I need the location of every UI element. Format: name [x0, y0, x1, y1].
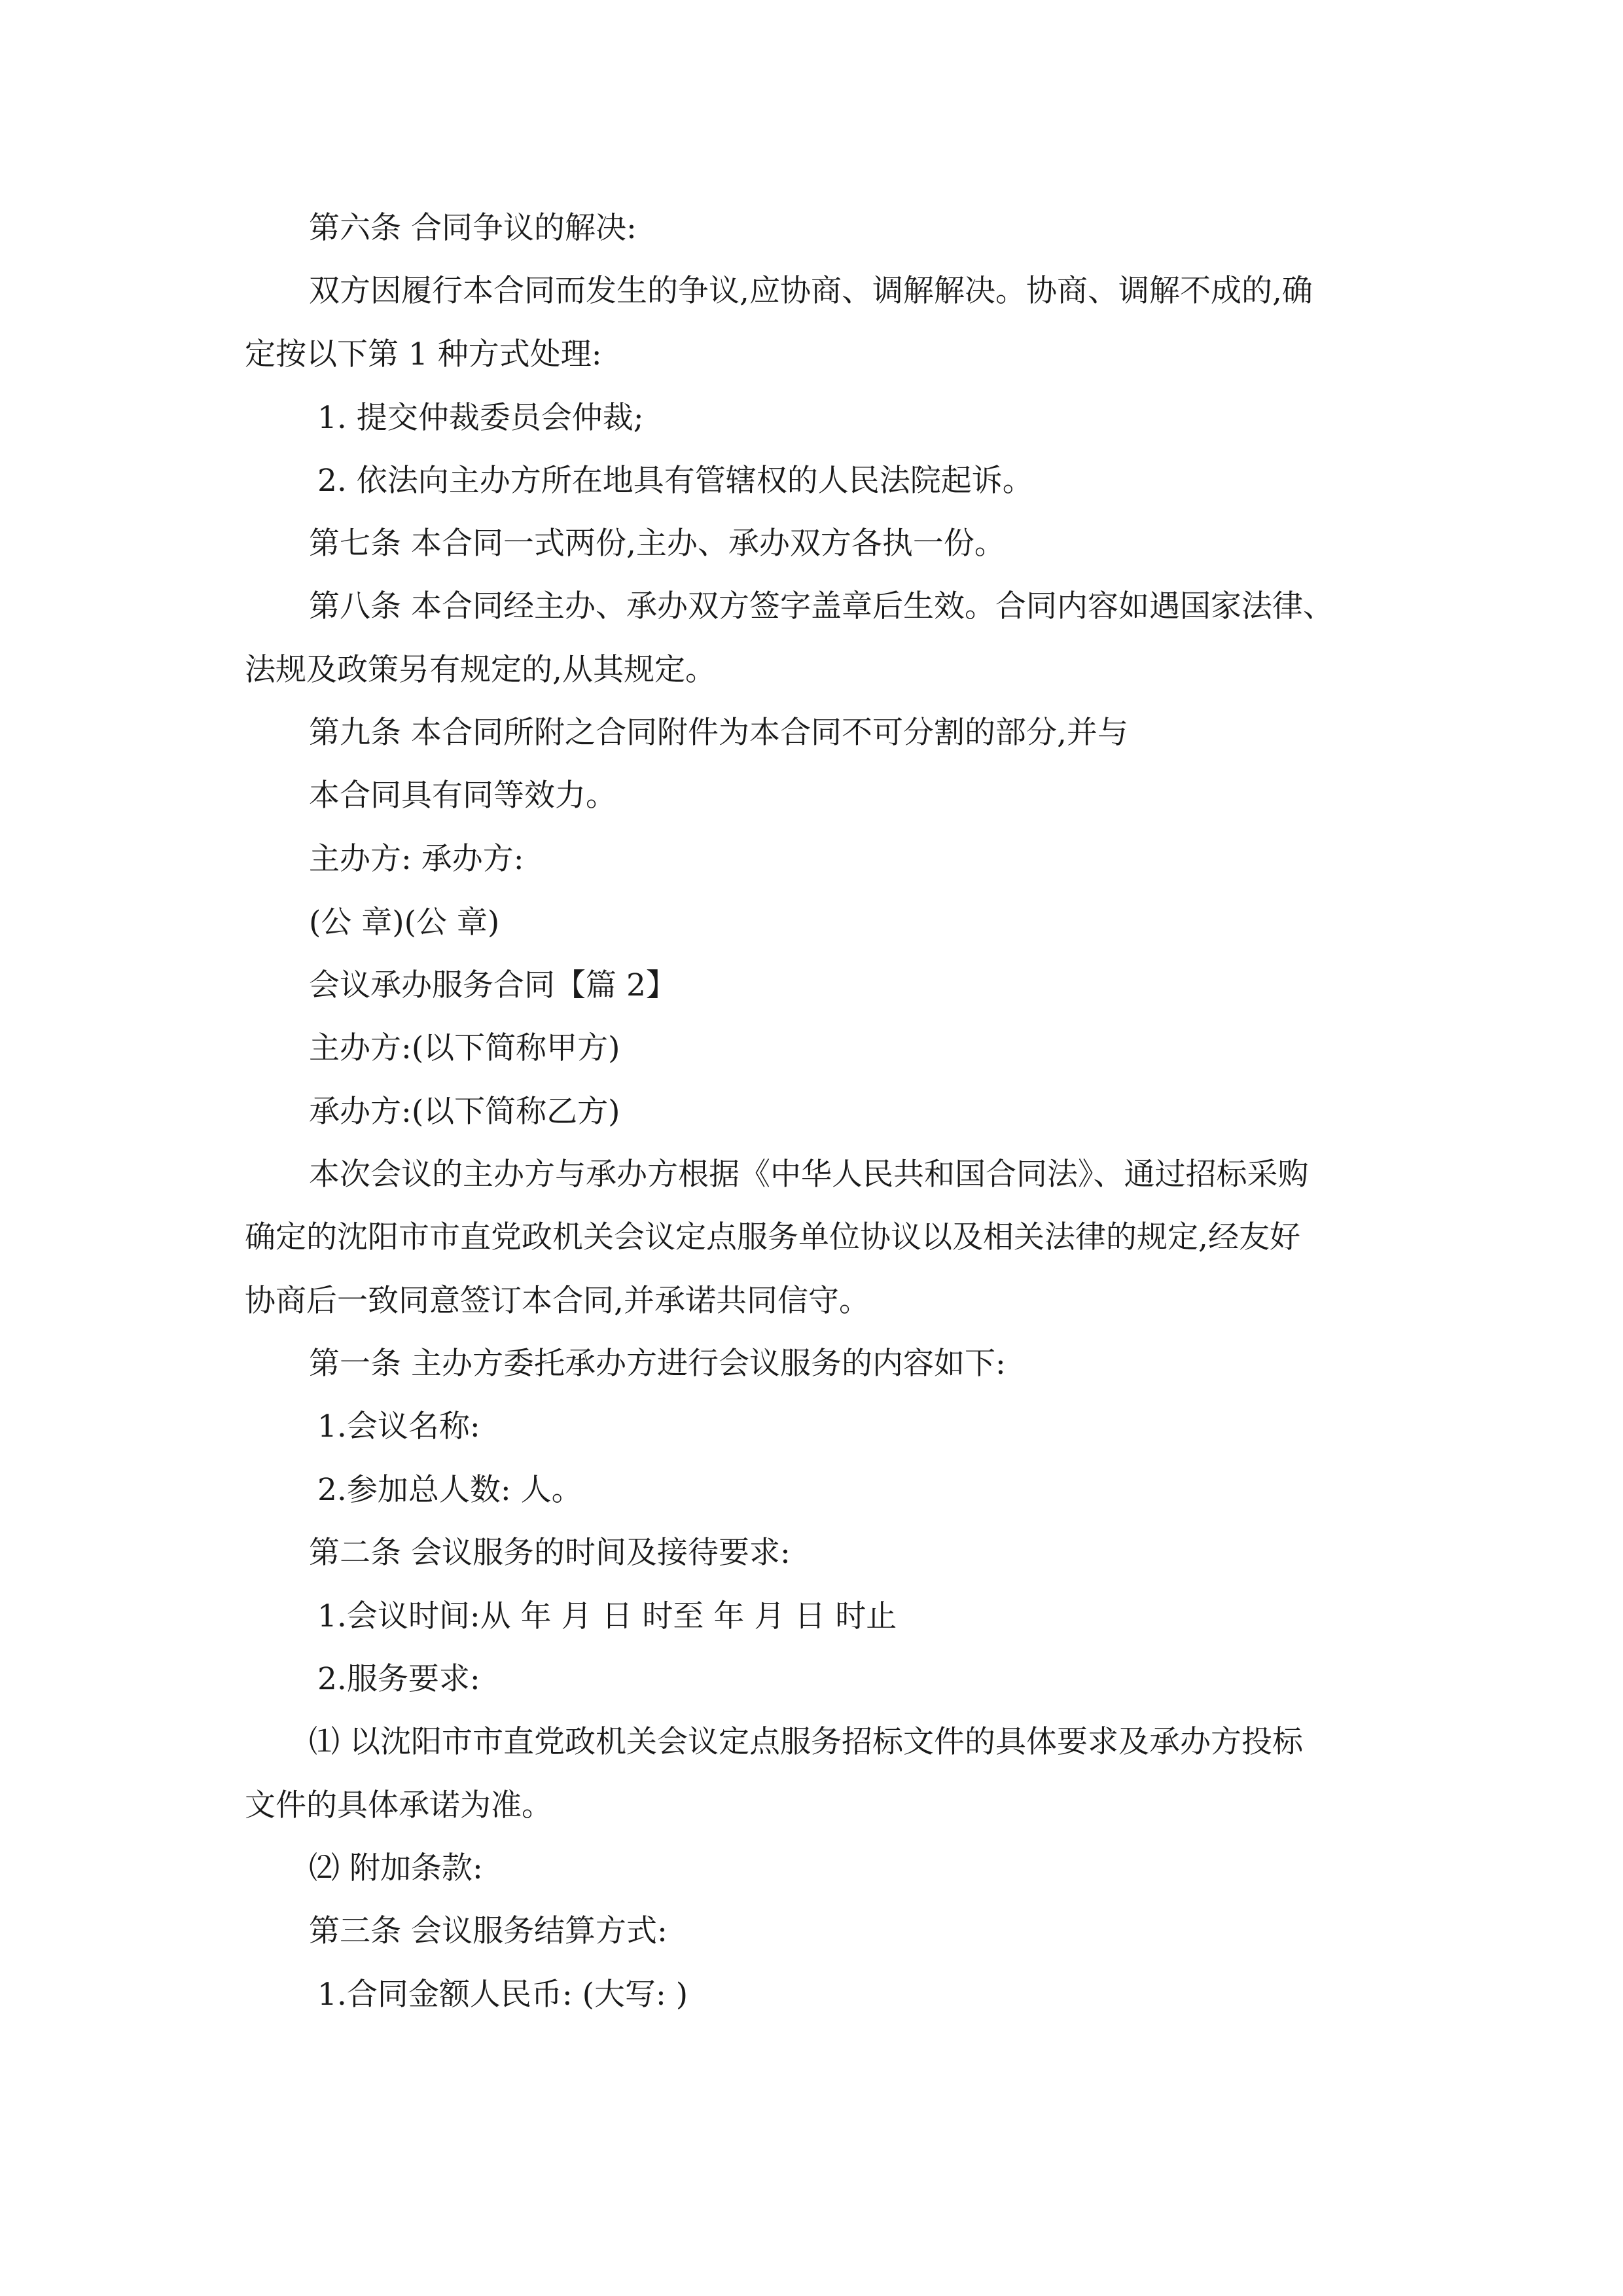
- section-heading: 会议承办服务合同【篇 2】: [309, 967, 677, 1003]
- text-line: 协商后一致同意签订本合同,并承诺共同信守。: [245, 1283, 870, 1319]
- text-line: 第八条 本合同经主办、承办双方签字盖章后生效。合同内容如遇国家法律、: [309, 588, 1334, 624]
- text-line: 第二条 会议服务的时间及接待要求:: [309, 1535, 791, 1571]
- text-line: 第九条 本合同所附之合同附件为本合同不可分割的部分,并与: [309, 715, 1128, 751]
- text-line: 1. 提交仲裁委员会仲裁;: [317, 400, 644, 436]
- text-line: ⑴ 以沈阳市市直党政机关会议定点服务招标文件的具体要求及承办方投标: [309, 1724, 1303, 1760]
- text-line: 主办方: 承办方:: [309, 841, 524, 877]
- text-line: 确定的沈阳市市直党政机关会议定点服务单位协议以及相关法律的规定,经友好: [245, 1219, 1300, 1255]
- text-line: 1.会议名称:: [317, 1408, 480, 1444]
- text-line: 1.会议时间:从 年 月 日 时至 年 月 日 时止: [317, 1598, 897, 1634]
- text-line: 本合同具有同等效力。: [309, 778, 616, 814]
- text-line: ⑵ 附加条款:: [309, 1850, 483, 1886]
- text-line: 定按以下第 1 种方式处理:: [245, 336, 602, 372]
- text-line: 第三条 会议服务结算方式:: [309, 1913, 668, 1949]
- text-line: 文件的具体承诺为准。: [245, 1787, 552, 1823]
- text-line: 主办方:(以下简称甲方): [309, 1030, 620, 1066]
- text-line: (公 章)(公 章): [309, 905, 500, 941]
- text-line: 2.服务要求:: [317, 1661, 480, 1697]
- text-line: 本次会议的主办方与承办方根据《中华人民共和国合同法》、通过招标采购: [309, 1157, 1309, 1193]
- text-line: 第七条 本合同一式两份,主办、承办双方各执一份。: [309, 526, 1005, 562]
- text-line: 承办方:(以下简称乙方): [309, 1094, 620, 1130]
- text-line: 2.参加总人数: 人。: [317, 1472, 582, 1508]
- text-line: 双方因履行本合同而发生的争议,应协商、调解解决。协商、调解不成的,确: [309, 273, 1313, 309]
- text-line: 第一条 主办方委托承办方进行会议服务的内容如下:: [309, 1346, 1006, 1382]
- text-line: 第六条 合同争议的解决:: [309, 210, 637, 246]
- text-line: 2. 依法向主办方所在地具有管辖权的人民法院起诉。: [317, 463, 1033, 499]
- text-line: 1.合同金额人民币: (大写: ): [317, 1977, 688, 2013]
- text-line: 法规及政策另有规定的,从其规定。: [245, 652, 716, 688]
